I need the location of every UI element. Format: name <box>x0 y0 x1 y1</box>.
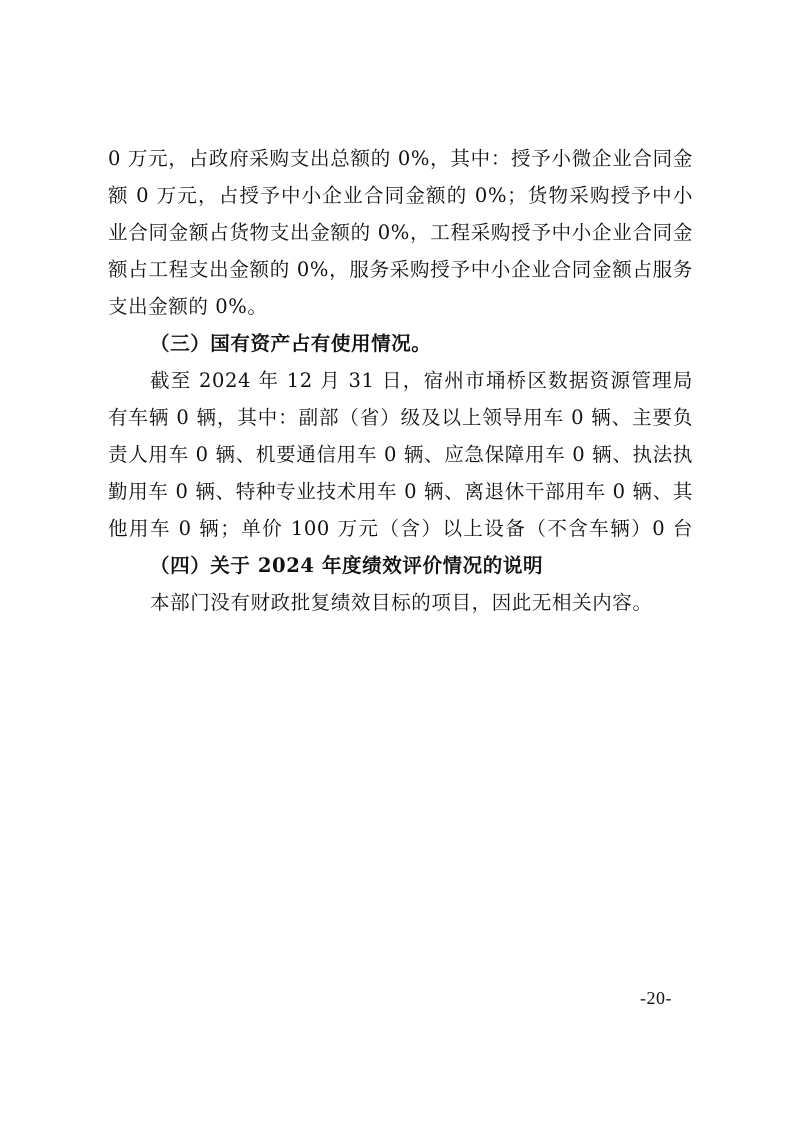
paragraph-line: 业合同金额占货物支出金额的 0%，工程采购授予中小企业合同金 <box>108 221 693 244</box>
section-heading-performance: （四）关于 2024 年度绩效评价情况的说明 <box>150 554 544 577</box>
section-heading-assets: （三）国有资产占有使用情况。 <box>150 332 432 355</box>
paragraph-line: 0 万元，占政府采购支出总额的 0%，其中：授予小微企业合同金 <box>108 147 693 170</box>
paragraph-line: 额占工程支出金额的 0%，服务采购授予中小企业合同金额占服务 <box>108 258 693 281</box>
paragraph-line: 本部门没有财政批复绩效目标的项目，因此无相关内容。 <box>150 591 653 614</box>
paragraph-line: 他用车 0 辆；单价 100 万元（含）以上设备（不含车辆）0 台 <box>108 517 693 540</box>
page-number: -20- <box>640 988 672 1008</box>
paragraph-line: 责人用车 0 辆、机要通信用车 0 辆、应急保障用车 0 辆、执法执 <box>108 443 693 466</box>
body-text <box>108 140 693 621</box>
paragraph-line: 截至 2024 年 12 月 31 日，宿州市埇桥区数据资源管理局 <box>150 369 693 392</box>
paragraph-line: 勤用车 0 辆、特种专业技术用车 0 辆、离退休干部用车 0 辆、其 <box>108 480 693 503</box>
paragraph-line: 有车辆 0 辆，其中：副部（省）级及以上领导用车 0 辆、主要负 <box>108 406 693 429</box>
paragraph-line: 支出金额的 0%。 <box>108 295 268 318</box>
paragraph-line: 额 0 万元，占授予中小企业合同金额的 0%；货物采购授予中小 <box>108 184 693 207</box>
